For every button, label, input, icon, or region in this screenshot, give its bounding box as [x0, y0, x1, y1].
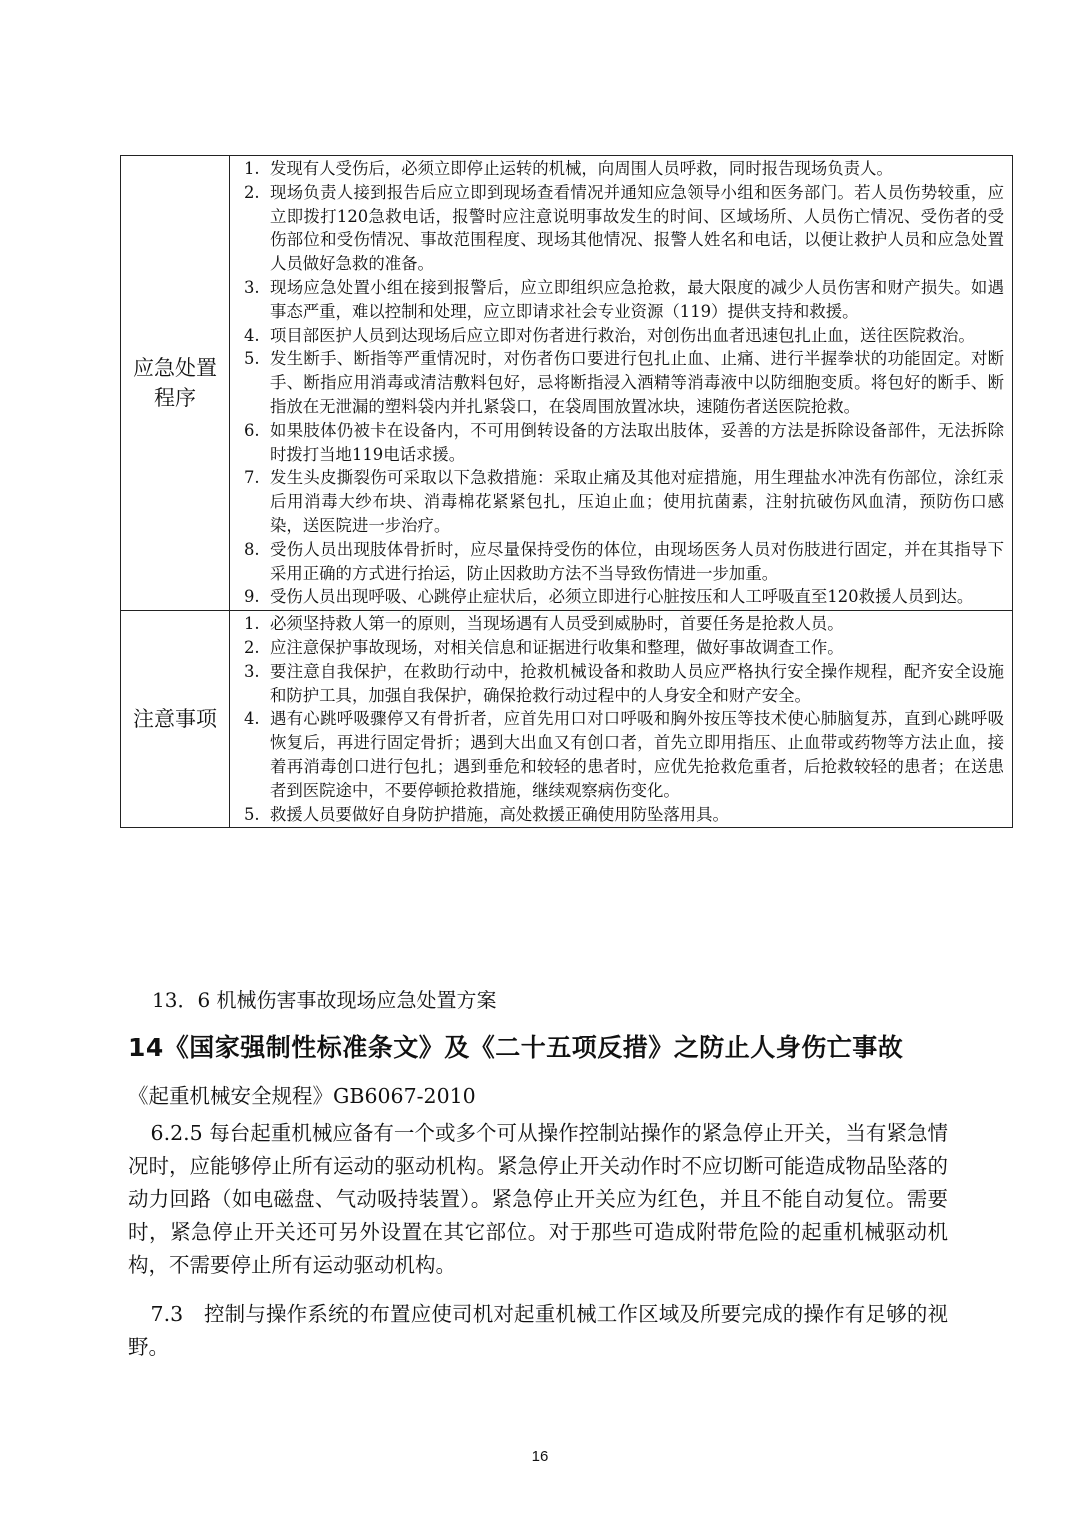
- item-number: 4.: [244, 709, 260, 729]
- list-item: [236, 707, 1004, 802]
- procedure-table: [120, 155, 1013, 828]
- page-number: 16: [531, 1448, 549, 1465]
- row-label-text: 注意事项: [133, 707, 217, 732]
- item-text: 发现有人受伤后，必须立即停止运转的机械，向周围人员呼救，同时报告现场负责人。: [270, 159, 893, 178]
- clause-6-2-5: 6.2.5 每台起重机械应备有一个或多个可从操作控制站操作的紧急停止开关，当有紧急情况时，应能够停止所有运动的驱动机构。紧急停止开关动作时不应切断可能造成物品坠落的动力回路（如电磁盘、气动吸持装置）。紧急停止开关应为红色，并且不能自动复位。需要时，紧急停止开关还可另外设置在其它部位。对于那些可造成附带危险的起重机械驱动机构，不需要停止所有运动驱动机构。: [128, 1121, 948, 1277]
- list-item: [236, 803, 1004, 827]
- item-number: 5.: [244, 804, 260, 824]
- item-number: 2.: [244, 637, 260, 657]
- list-item: [236, 585, 1004, 609]
- item-text: 发生头皮撕裂伤可采取以下急救措施：采取止痛及其他对症措施，用生理盐水冲洗有伤部位，涂红汞后用消毒大纱布块、消毒棉花紧紧包扎，压迫止血；使用抗菌素，注射抗破伤风血清，预防伤口感染，送医院进一步治疗。: [270, 468, 1004, 535]
- item-number: 2.: [244, 182, 260, 202]
- list-item: [236, 157, 1004, 181]
- item-text: 遇有心跳呼吸骤停又有骨折者，应首先用口对口呼吸和胸外按压等技术使心肺脑复苏，直到心跳呼吸恢复后，再进行固定骨折；遇到大出血又有创口者，首先立即用指压、止血带或药物等方法止血，接着再消毒创口进行包扎；遇到垂危和较轻的患者时，应优先抢救危重者，后抢救较轻的患者；在送患者到医院途中，不要停顿抢救措施，继续观察病伤变化。: [270, 709, 1004, 800]
- item-number: 3.: [244, 277, 260, 297]
- item-text: 受伤人员出现呼吸、心跳停止症状后，必须立即进行心脏按压和人工呼吸直至120救援人员到达。: [270, 587, 974, 607]
- item-text: 救援人员要做好自身防护措施，高处救援正确使用防坠落用具。: [270, 804, 729, 824]
- item-number: 6.: [244, 420, 260, 440]
- list-item: [236, 660, 1004, 708]
- item-number: 1.: [244, 159, 260, 178]
- item-text: 如果肢体仍被卡在设备内，不可用倒转设备的方法取出肢体，妥善的方法是拆除设备部件，无法拆除时拨打当地119电话求援。: [270, 420, 1004, 464]
- item-number: 1.: [244, 614, 260, 634]
- clause-7-3: 7.3 控制与操作系统的布置应使司机对起重机械工作区域及所要完成的操作有足够的视野。: [128, 1302, 948, 1359]
- item-number: 4.: [244, 325, 260, 345]
- item-text: 发生断手、断指等严重情况时，对伤者伤口要进行包扎止血、止痛、进行半握拳状的功能固定。对断手、断指应用消毒或清洁敷料包好，忌将断指浸入酒精等消毒液中以防细胞变质。将包好的断手、断指放在无泄漏的塑料袋内并扎紧袋口，在袋周围放置冰块，速随伤者送医院抢救。: [270, 349, 1004, 416]
- item-number: 3.: [244, 661, 260, 681]
- list-item: [236, 324, 1004, 348]
- item-text: 应注意保护事故现场，对相关信息和证据进行收集和整理，做好事故调查工作。: [270, 637, 844, 657]
- item-number: 7.: [244, 468, 260, 488]
- item-number: 9.: [244, 587, 260, 607]
- list-item: [236, 636, 1004, 660]
- list-item: [236, 612, 1004, 636]
- row-label-text: 应急处置程序: [133, 356, 217, 411]
- list-item: [236, 466, 1004, 537]
- item-text: 必须坚持救人第一的原则，当现场遇有人员受到威胁时，首要任务是抢救人员。: [270, 614, 844, 634]
- list-item: [236, 181, 1004, 276]
- row-label-notes: [121, 611, 230, 828]
- item-text: 项目部医护人员到达现场后应立即对伤者进行救治，对创伤出血者迅速包扎止血，送往医院救治。: [270, 325, 975, 345]
- table-row-procedure: [121, 156, 1013, 611]
- procedure-list: [230, 156, 1013, 611]
- table-caption: 13．6 机械伤害事故现场应急处置方案: [152, 988, 497, 1012]
- notes-list: [230, 611, 1013, 828]
- item-text: 现场负责人接到报告后应立即到现场查看情况并通知应急领导小组和医务部门。若人员伤势较重，应立即拨打120急救电话，报警时应注意说明事故发生的时间、区域场所、人员伤亡情况、受伤者的受伤部位和受伤情况、事故范围程度、现场其他情况、报警人姓名和电话，以便让救护人员和应急处置人员做好急救的准备。: [270, 182, 1004, 274]
- item-number: 8.: [244, 539, 260, 559]
- list-item: [236, 347, 1004, 418]
- list-item: [236, 276, 1004, 324]
- list-item: [236, 538, 1004, 586]
- section-heading: 14《国家强制性标准条文》及《二十五项反措》之防止人身伤亡事故: [128, 1033, 904, 1062]
- item-text: 受伤人员出现肢体骨折时，应尽量保持受伤的体位，由现场医务人员对伤肢进行固定，并在其指导下采用正确的方式进行抬运，防止因救助方法不当导致伤情进一步加重。: [270, 539, 1004, 583]
- list-item: [236, 419, 1004, 467]
- standard-title: 《起重机械安全规程》GB6067-2010: [128, 1084, 476, 1108]
- item-text: 要注意自我保护，在救助行动中，抢救机械设备和救助人员应严格执行安全操作规程，配齐安全设施和防护工具，加强自我保护，确保抢救行动过程中的人身安全和财产安全。: [270, 661, 1004, 705]
- row-label-procedure: [121, 156, 230, 611]
- item-text: 现场应急处置小组在接到报警后，应立即组织应急抢救，最大限度的减少人员伤害和财产损失。如遇事态严重，难以控制和处理，应立即请求社会专业资源（119）提供支持和救援。: [270, 277, 1004, 321]
- table-row-notes: [121, 611, 1013, 828]
- item-number: 5.: [244, 349, 260, 369]
